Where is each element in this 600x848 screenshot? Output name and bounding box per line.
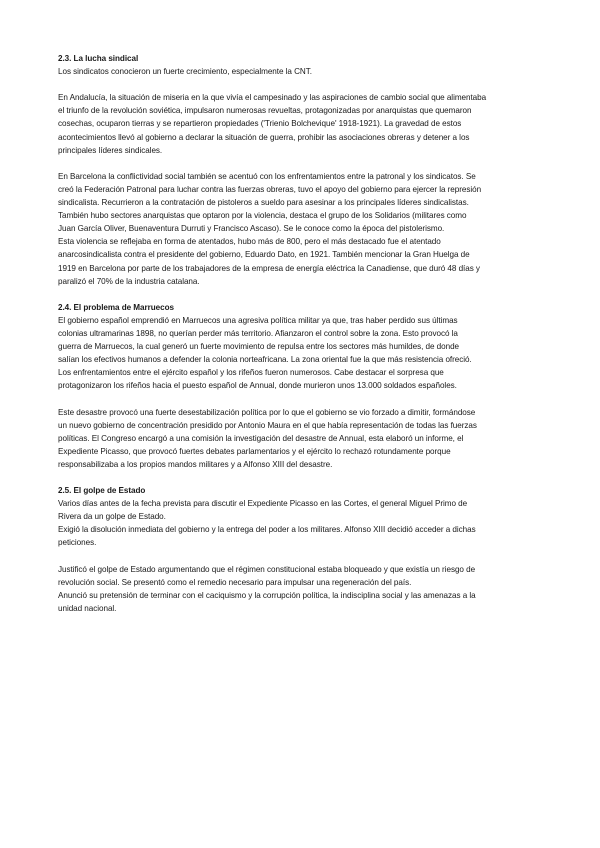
text-line: Anunció su pretensión de terminar con el caciquismo y la corrupción política, la indisciplina social y las amenazas a la — [58, 590, 476, 600]
text-line: colonias ultramarinas 1898, no querían perder más territorio. Afianzaron el control sobre la zona. Esto provocó la — [58, 328, 458, 338]
section-gap — [58, 471, 554, 484]
section-heading: 2.5. El golpe de Estado — [58, 486, 146, 496]
text-line: unidad nacional. — [58, 603, 117, 613]
paragraph — [58, 314, 554, 393]
paragraph — [58, 497, 554, 549]
text-line: Los sindicatos conocieron un fuerte crecimiento, especialmente la CNT. — [58, 67, 312, 77]
text-line: Varios días antes de la fecha prevista para discutir el Expediente Picasso en las Cortes, el general Miguel Primo de — [58, 499, 468, 509]
text-line: Justificó el golpe de Estado argumentando que el régimen constitucional estaba bloqueado y que existía un riesgo de — [58, 564, 476, 574]
section-heading: 2.3. La lucha sindical — [58, 54, 139, 63]
section — [58, 52, 554, 288]
paragraph — [58, 406, 554, 471]
text-line: paralizó el 70% de la industria catalana. — [58, 276, 200, 286]
text-line: Esta violencia se reflejaba en forma de atentados, hubo más de 800, pero el más destacado fue el atentado — [58, 237, 441, 247]
text-line: También hubo sectores anarquistas que optaron por la violencia, destaca el grupo de los Solidarios (militares como — [58, 211, 467, 221]
text-line: En Andalucía, la situación de miseria en la que vivía el campesinado y las aspiraciones de cambio social que alimentaba — [58, 93, 487, 103]
text-line: Juan García Oliver, Buenaventura Durruti y Francisco Ascaso). Se le conoce como la época del pistolerismo. — [58, 224, 445, 234]
paragraph — [58, 170, 554, 288]
text-line: peticiones. — [58, 538, 97, 548]
text-line: En Barcelona la conflictividad social también se acentuó con los enfrentamientos entre la patronal y los sindicatos. Se — [58, 171, 476, 181]
text-line: principales líderes sindicales. — [58, 145, 163, 155]
text-line: guerra de Marruecos, la cual generó un fuerte movimiento de repulsa entre los sectores más humildes, de donde — [58, 342, 460, 352]
text-line: Expediente Picasso, que provocó fuertes debates parlamentarios y el ejército lo rechazó rotundamente porque — [58, 446, 451, 456]
text-line: cosechas, ocuparon tierras y se repartieron propiedades ('Trienio Bolchevique' 1918-1921). La gravedad de estos — [58, 119, 462, 129]
text-line: Los enfrentamientos entre el ejército español y los rifeños fueron numerosos. Cabe destacar el sorpresa que — [58, 368, 444, 378]
text-line: El gobierno español emprendió en Marruecos una agresiva política militar ya que, tras haber perdido sus últimas — [58, 315, 458, 325]
text-line: 1919 en Barcelona por parte de los trabajadores de la empresa de energía eléctrica la Canadiense, que duró 48 días y — [58, 263, 480, 273]
text-line: revolución social. Se presentó como el remedio necesario para impulsar una regeneración del país. — [58, 577, 412, 587]
text-line: un nuevo gobierno de concentración presidido por Antonio Maura en el que había representación de todas las fuerzas — [58, 420, 477, 430]
text-line: políticas. El Congreso encargó a una comisión la investigación del desastre de Annual, esta elaboró un informe, el — [58, 433, 464, 443]
paragraph-gap — [58, 157, 554, 170]
paragraph — [58, 563, 554, 615]
section — [58, 484, 554, 615]
paragraph — [58, 91, 554, 156]
text-line: creó la Federación Patronal para luchar contra las fuerzas obreras, tuvo el apoyo del gobierno para ejercer la represión — [58, 184, 482, 194]
text-line: el triunfo de la revolución soviética, impulsaron numerosas revueltas, protagonizadas por anarquistas que quemaron — [58, 106, 472, 116]
text-line: sindicalista. Recurrieron a la contratación de pistoleros a sueldo para asesinar a los principales líderes sindicalistas. — [58, 198, 469, 208]
text-line: salían los efectivos humanos a defender la colonia norteafricana. La zona oriental fue la que más resistencia ofreció. — [58, 355, 472, 365]
text-line: Rivera da un golpe de Estado. — [58, 512, 166, 522]
text-line: anarcosindicalista contra el presidente del gobierno, Eduardo Dato, en 1921. También mencionar la Gran Huelga de — [58, 250, 470, 260]
section — [58, 301, 554, 471]
paragraph — [58, 65, 554, 78]
text-line: Exigió la disolución inmediata del gobierno y la entrega del poder a los militares. Alfonso XIII decidió acceder a dichas — [58, 525, 476, 535]
section-heading: 2.4. El problema de Marruecos — [58, 302, 174, 312]
paragraph-gap — [58, 550, 554, 563]
text-line: protagonizaron los rifeños hacia el puesto español de Annual, donde murieron unos 13.000 soldados españoles. — [58, 381, 457, 391]
text-line: responsabilizaba a los propios mandos militares y a Alfonso XIII del desastre. — [58, 459, 333, 469]
section-gap — [58, 288, 554, 301]
text-line: acontecimientos llevó al gobierno a declarar la situación de guerra, prohibir las asociaciones obreras y detener a los — [58, 132, 470, 142]
text-line: Este desastre provocó una fuerte desestabilización política por lo que el gobierno se vio forzado a dimitir, formándose — [58, 407, 476, 417]
paragraph-gap — [58, 392, 554, 405]
document-body — [58, 52, 554, 615]
paragraph-gap — [58, 78, 554, 91]
